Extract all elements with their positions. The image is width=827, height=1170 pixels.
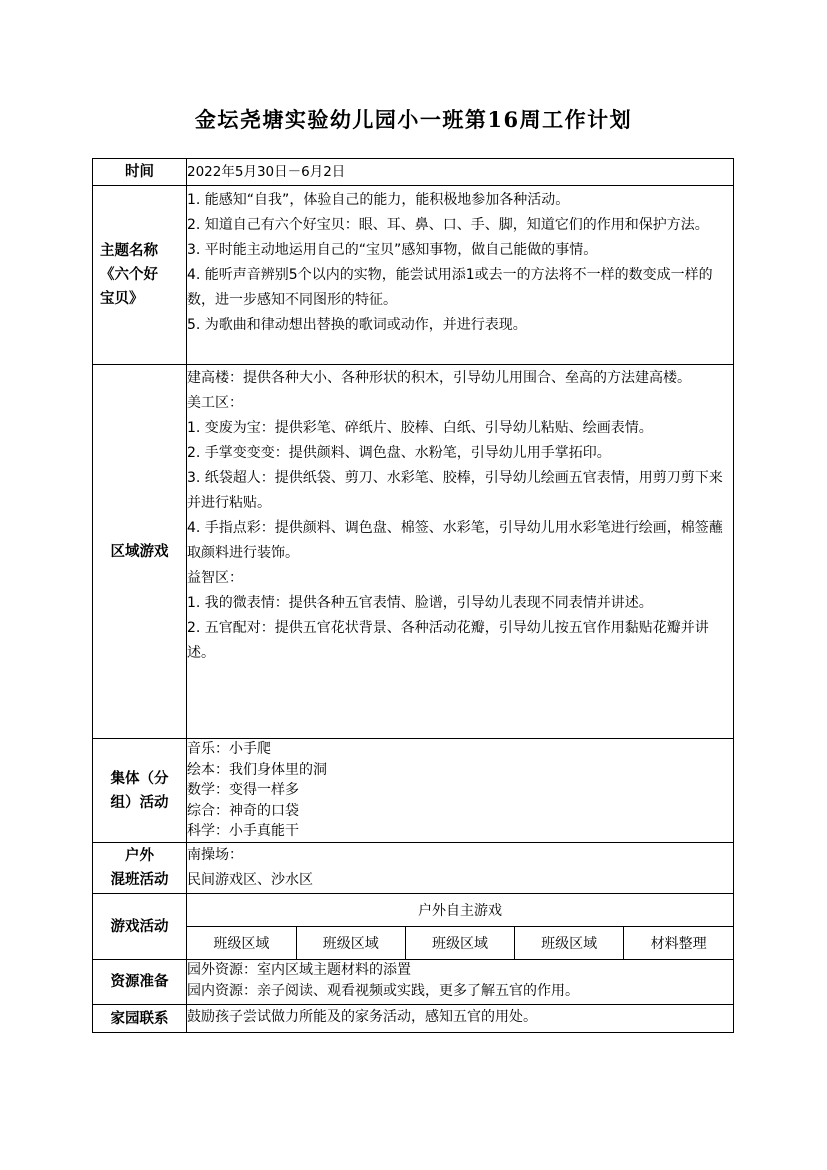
area-line: 益智区： [187, 570, 243, 586]
area-line: 1. 我的微表情：提供各种五官表情、脸谱，引导幼儿表现不同表情并讲述。 [187, 595, 653, 611]
games-content [187, 894, 734, 960]
games-cell: 班级区域 [296, 927, 405, 960]
theme-content [187, 186, 734, 365]
group-activities-row [93, 739, 734, 843]
outdoor-item: 南操场： [187, 847, 243, 863]
area-line: 2. 手掌变变变：提供颜料、调色盘、水粉笔，引导幼儿用手掌拓印。 [187, 445, 611, 461]
games-label: 游戏活动 [93, 894, 187, 960]
home-contact-row [93, 1005, 734, 1033]
games-row [93, 894, 734, 960]
area-line: 3. 纸袋超人：提供纸袋、剪刀、水彩笔、胶棒，引导幼儿绘画五官表情，用剪刀剪下来并进行粘贴。 [187, 470, 723, 511]
area-line: 建高楼：提供各种大小、各种形状的积木，引导幼儿用围合、垒高的方法建高楼。 [187, 370, 691, 386]
resources-content [187, 960, 734, 1005]
games-cell: 班级区域 [405, 927, 514, 960]
area-line: 1. 变废为宝：提供彩笔、碎纸片、胶棒、白纸、引导幼儿粘贴、绘画表情。 [187, 420, 653, 436]
activity-item: 科学：小手真能干 [187, 823, 299, 839]
group-activities-label: 集体（分 组）活动 [93, 739, 187, 843]
activity-item: 绘本：我们身体里的洞 [187, 761, 327, 778]
resources-row [93, 960, 734, 1005]
outdoor-label: 户外 混班活动 [93, 843, 187, 894]
time-value: 2022年5月30日－6月2日 [187, 159, 734, 186]
theme-item: 2. 知道自己有六个好宝贝：眼、耳、鼻、口、手、脚，知道它们的作用和保护方法。 [187, 217, 709, 233]
group-activities-content [187, 739, 734, 843]
resources-label: 资源准备 [93, 960, 187, 1005]
theme-item: 1. 能感知“自我”，体验自己的能力，能积极地参加各种活动。 [187, 192, 570, 208]
activity-item: 音乐：小手爬 [187, 741, 271, 757]
theme-item: 5. 为歌曲和律动想出替换的歌词或动作，并进行表现。 [187, 317, 527, 333]
games-subtable [187, 894, 733, 959]
theme-row [93, 186, 734, 365]
home-contact-label: 家园联系 [93, 1005, 187, 1033]
games-cell: 班级区域 [187, 927, 296, 960]
page-title: 金坛尧塘实验幼儿园小一班第16周工作计划 [194, 107, 633, 132]
theme-item: 3. 平时能主动地运用自己的“宝贝”感知事物，做自己能做的事情。 [187, 242, 598, 258]
resource-item: 园外资源：室内区域主题材料的添置 [187, 962, 411, 978]
outdoor-row [93, 843, 734, 894]
activity-item: 综合：神奇的口袋 [187, 802, 299, 819]
theme-label: 主题名称 《六个好 宝贝》 [93, 186, 187, 365]
area-games-label: 区域游戏 [93, 365, 187, 739]
resource-item: 园内资源：亲子阅读、观看视频或实践，更多了解五官的作用。 [187, 982, 579, 999]
outdoor-content [187, 843, 734, 894]
games-header: 户外自主游戏 [187, 894, 733, 927]
area-line: 2. 五官配对：提供五官花状背景、各种活动花瓣，引导幼儿按五官作用黏贴花瓣并讲述。 [187, 620, 709, 661]
games-cell: 材料整理 [624, 927, 733, 960]
work-plan-table [92, 158, 734, 1033]
area-line: 4. 手指点彩：提供颜料、调色盘、棉签、水彩笔，引导幼儿用水彩笔进行绘画，棉签蘸取颜料进行装饰。 [187, 520, 723, 561]
games-cell: 班级区域 [515, 927, 624, 960]
time-label: 时间 [93, 159, 187, 186]
activity-item: 数学：变得一样多 [187, 782, 299, 798]
outdoor-item: 民间游戏区、沙水区 [187, 872, 313, 888]
home-contact-content: 鼓励孩子尝试做力所能及的家务活动，感知五官的用处。 [187, 1005, 734, 1033]
time-row [93, 159, 734, 186]
area-line: 美工区： [187, 395, 243, 411]
area-games-content [187, 365, 734, 739]
theme-item: 4. 能听声音辨别5个以内的实物，能尝试用添1或去一的方法将不一样的数变成一样的数，进一步感知不同图形的特征。 [187, 267, 713, 308]
area-games-row [93, 365, 734, 739]
